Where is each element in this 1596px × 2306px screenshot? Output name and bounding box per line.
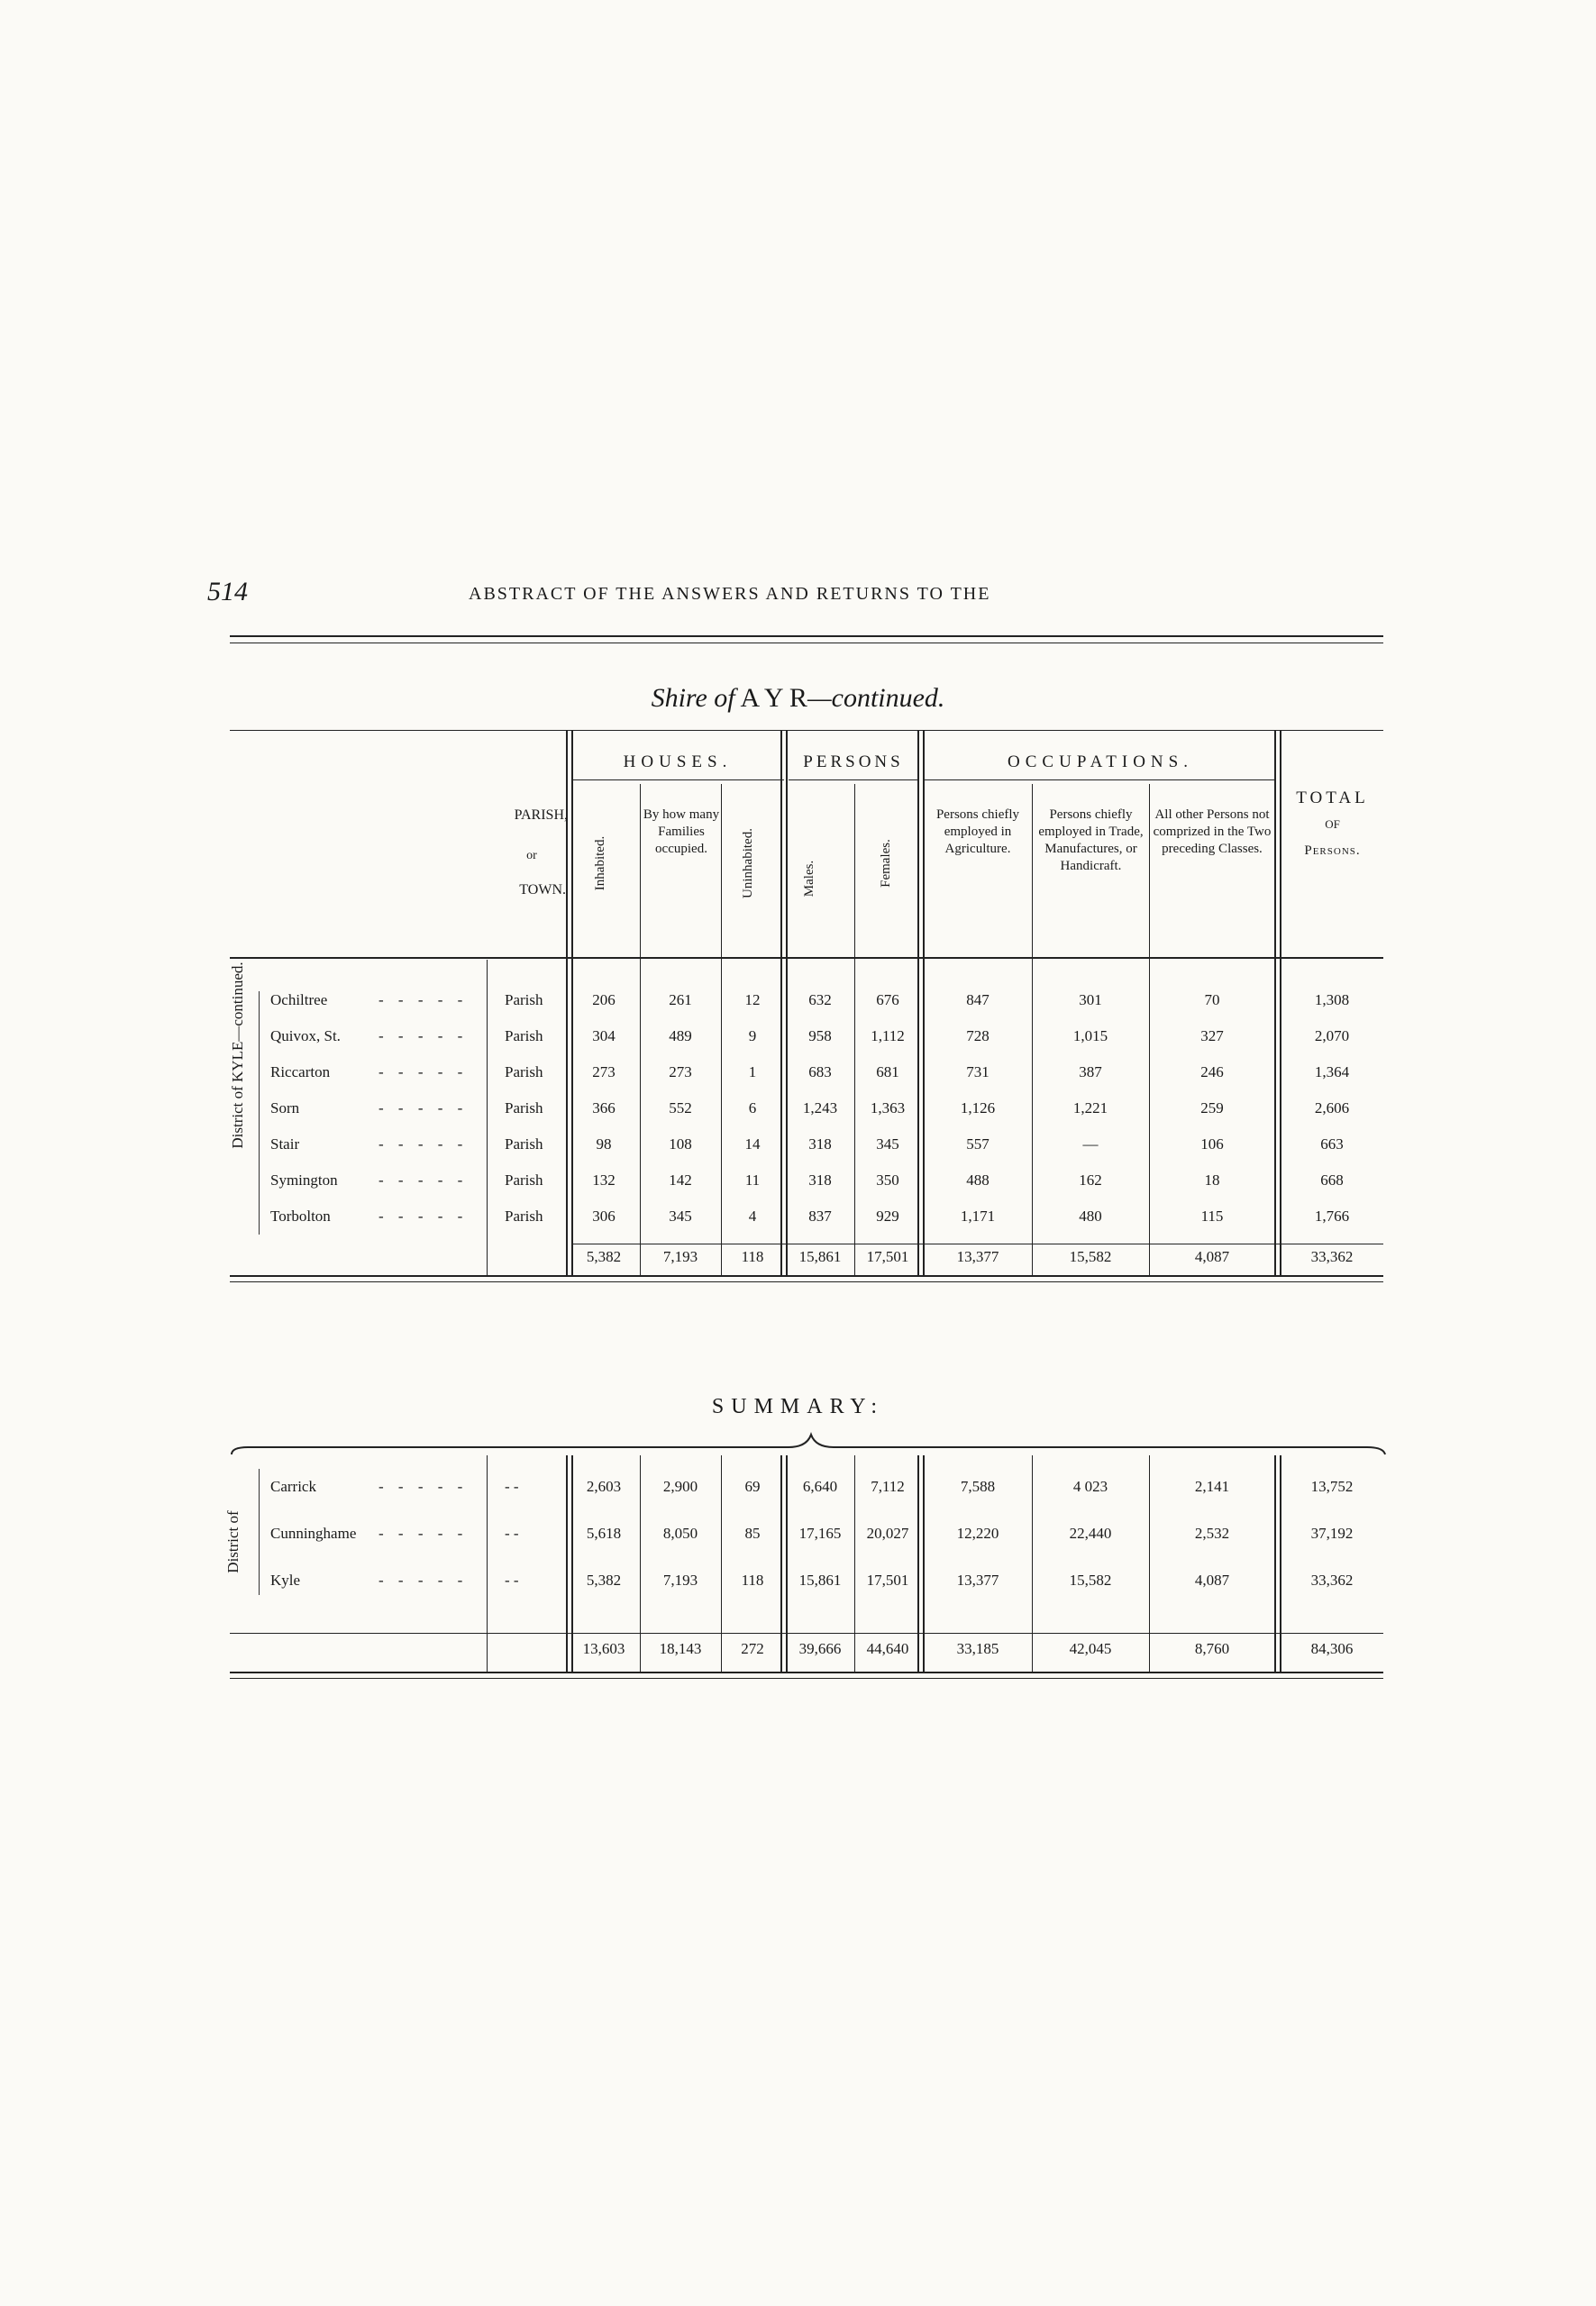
cell-trade: 301 xyxy=(1079,991,1102,1008)
cell-families: 261 xyxy=(669,991,692,1008)
summary-totals-rule xyxy=(230,1633,1383,1634)
leader-dots: - - - - - xyxy=(378,1171,469,1189)
cell-uninhabited: 118 xyxy=(741,1572,764,1589)
col-line xyxy=(1149,1455,1150,1672)
leader-dots: - - - - - xyxy=(378,1027,469,1044)
cell-females: 345 xyxy=(876,1135,899,1153)
col-line xyxy=(487,1455,488,1672)
cell-trade: 387 xyxy=(1079,1063,1102,1080)
row-type: - - xyxy=(505,1478,519,1495)
row-name: Symington xyxy=(270,1171,338,1189)
cell-females: 350 xyxy=(876,1171,899,1189)
cell-total: 37,192 xyxy=(1310,1525,1354,1542)
cell-total: 13,752 xyxy=(1310,1478,1354,1495)
cell-males: 1,243 xyxy=(802,1099,838,1117)
cell-males: 837 xyxy=(808,1208,832,1225)
cell-males: 15,861 xyxy=(798,1572,842,1589)
cell-other: 246 xyxy=(1200,1063,1224,1080)
leader-dots: - - - - - xyxy=(378,1478,469,1495)
summary-district-brace xyxy=(259,1469,260,1595)
row-type: Parish xyxy=(505,1099,543,1117)
cell-other: 18 xyxy=(1204,1171,1220,1189)
cell-agriculture: 731 xyxy=(966,1063,990,1080)
total-families: 18,143 xyxy=(659,1640,702,1657)
cell-uninhabited: 85 xyxy=(744,1525,761,1542)
row-name: Sorn xyxy=(270,1099,300,1117)
row-name: Cunninghame xyxy=(270,1525,357,1542)
col-line xyxy=(1032,784,1033,1275)
title-name: A Y R xyxy=(740,683,807,713)
other-header: All other Persons not comprized in the Two preceding Classes. xyxy=(1153,807,1272,856)
cell-other: 2,141 xyxy=(1194,1478,1230,1495)
uninhabited-header: Uninhabited. xyxy=(741,828,755,898)
col-line xyxy=(1149,784,1150,1275)
total-inhabited: 5,382 xyxy=(586,1248,622,1265)
cell-families: 8,050 xyxy=(662,1525,698,1542)
cell-total: 668 xyxy=(1320,1171,1344,1189)
cell-uninhabited: 6 xyxy=(748,1099,757,1117)
cell-females: 1,112 xyxy=(871,1027,905,1044)
leader-dots: - - - - - xyxy=(378,1525,469,1542)
cell-trade: 22,440 xyxy=(1069,1525,1112,1542)
cell-families: 2,900 xyxy=(662,1478,698,1495)
row-type: Parish xyxy=(505,1208,543,1225)
town-header: TOWN. xyxy=(519,882,566,898)
cell-trade: 15,582 xyxy=(1069,1572,1112,1589)
summary-district-label: District of xyxy=(224,1510,242,1573)
col-line xyxy=(487,960,488,1275)
trade-header: Persons chiefly employed in Trade, Manufactures, or Handicraft. xyxy=(1038,807,1144,873)
cell-total: 1,766 xyxy=(1314,1208,1350,1225)
row-name: Riccarton xyxy=(270,1063,331,1080)
cell-agriculture: 488 xyxy=(966,1171,990,1189)
cell-agriculture: 1,126 xyxy=(960,1099,996,1117)
cell-other: 106 xyxy=(1200,1135,1224,1153)
title-of: of xyxy=(714,683,735,713)
persons-header: PERSONS xyxy=(803,752,904,771)
cell-agriculture: 1,171 xyxy=(960,1208,996,1225)
cell-females: 1,363 xyxy=(870,1099,906,1117)
table-title xyxy=(0,683,1596,714)
district-brace xyxy=(259,991,260,1235)
cell-agriculture: 728 xyxy=(966,1027,990,1044)
cell-other: 70 xyxy=(1204,991,1220,1008)
cell-inhabited: 206 xyxy=(592,991,616,1008)
cell-males: 318 xyxy=(808,1171,832,1189)
cell-families: 552 xyxy=(669,1099,692,1117)
males-header: Males. xyxy=(802,860,816,898)
cell-females: 676 xyxy=(876,991,899,1008)
cell-other: 4,087 xyxy=(1194,1572,1230,1589)
total-other: 8,760 xyxy=(1194,1640,1230,1657)
cell-females: 17,501 xyxy=(866,1572,909,1589)
col-line xyxy=(1032,1455,1033,1672)
cell-trade: 1,015 xyxy=(1072,1027,1108,1044)
total-uninhabited: 272 xyxy=(741,1640,764,1657)
cell-total: 1,364 xyxy=(1314,1063,1350,1080)
cell-families: 273 xyxy=(669,1063,692,1080)
cell-total: 2,070 xyxy=(1314,1027,1350,1044)
row-type: - - xyxy=(505,1572,519,1589)
persons-rule xyxy=(789,779,919,780)
cell-trade: 4 023 xyxy=(1072,1478,1108,1495)
cell-families: 108 xyxy=(669,1135,692,1153)
cell-total: 663 xyxy=(1320,1135,1344,1153)
row-type: Parish xyxy=(505,1063,543,1080)
summary-heading: SUMMARY: xyxy=(711,1395,885,1418)
row-type: Parish xyxy=(505,1135,543,1153)
header-bottom-rule xyxy=(230,957,1383,959)
row-name: Torbolton xyxy=(270,1208,331,1225)
cell-families: 7,193 xyxy=(662,1572,698,1589)
or-header: or xyxy=(526,849,537,862)
total-agriculture: 33,185 xyxy=(956,1640,999,1657)
leader-dots: - - - - - xyxy=(378,1572,469,1589)
cell-uninhabited: 69 xyxy=(744,1478,761,1495)
cell-trade: 480 xyxy=(1079,1208,1102,1225)
row-name: Quivox, St. xyxy=(270,1027,341,1044)
cell-females: 681 xyxy=(876,1063,899,1080)
cell-other: 327 xyxy=(1200,1027,1224,1044)
cell-males: 17,165 xyxy=(798,1525,842,1542)
leader-dots: - - - - - xyxy=(378,1099,469,1117)
total-total: 33,362 xyxy=(1310,1248,1354,1265)
leader-dots: - - - - - xyxy=(378,1063,469,1080)
header-rule xyxy=(230,635,1383,637)
page-number: 514 xyxy=(207,577,248,606)
row-name: Stair xyxy=(270,1135,300,1153)
cell-females: 7,112 xyxy=(871,1478,905,1495)
cell-other: 2,532 xyxy=(1194,1525,1230,1542)
table-bottom-rule-thin xyxy=(230,1281,1383,1282)
cell-trade: — xyxy=(1082,1135,1099,1153)
parish-header: PARISH, xyxy=(514,807,568,823)
total-persons: Persons. xyxy=(1304,843,1361,858)
agriculture-header: Persons chiefly employed in Agriculture. xyxy=(935,807,1020,856)
houses-header: HOUSES. xyxy=(623,752,733,771)
cell-uninhabited: 11 xyxy=(744,1171,761,1189)
cell-males: 6,640 xyxy=(802,1478,838,1495)
row-name: Carrick xyxy=(270,1478,316,1495)
leader-dots: - - - - - xyxy=(378,1135,469,1153)
cell-agriculture: 7,588 xyxy=(960,1478,996,1495)
total-uninhabited: 118 xyxy=(741,1248,764,1265)
row-type: Parish xyxy=(505,1027,543,1044)
row-type: - - xyxy=(505,1525,519,1542)
total-trade: 15,582 xyxy=(1069,1248,1112,1265)
total-trade: 42,045 xyxy=(1069,1640,1112,1657)
cell-males: 958 xyxy=(808,1027,832,1044)
cell-males: 318 xyxy=(808,1135,832,1153)
cell-total: 33,362 xyxy=(1310,1572,1354,1589)
total-inhabited: 13,603 xyxy=(582,1640,625,1657)
cell-inhabited: 5,618 xyxy=(586,1525,622,1542)
table-bottom-rule xyxy=(230,1275,1383,1277)
cell-females: 20,027 xyxy=(866,1525,909,1542)
cell-inhabited: 273 xyxy=(592,1063,616,1080)
cell-inhabited: 2,603 xyxy=(586,1478,622,1495)
row-type: Parish xyxy=(505,1171,543,1189)
cell-inhabited: 304 xyxy=(592,1027,616,1044)
cell-inhabited: 306 xyxy=(592,1208,616,1225)
title-prefix: Shire xyxy=(651,683,707,713)
cell-families: 345 xyxy=(669,1208,692,1225)
cell-other: 259 xyxy=(1200,1099,1224,1117)
row-type: Parish xyxy=(505,991,543,1008)
table-top-rule xyxy=(230,730,1383,731)
cell-other: 115 xyxy=(1200,1208,1224,1225)
title-suffix: —continued. xyxy=(807,683,945,713)
total-females: 17,501 xyxy=(866,1248,909,1265)
row-name: Ochiltree xyxy=(270,991,328,1008)
running-head: ABSTRACT OF THE ANSWERS AND RETURNS TO THE xyxy=(469,584,991,604)
total-families: 7,193 xyxy=(662,1248,698,1265)
cell-families: 489 xyxy=(669,1027,692,1044)
total-agriculture: 13,377 xyxy=(956,1248,999,1265)
cell-inhabited: 5,382 xyxy=(586,1572,622,1589)
cell-agriculture: 557 xyxy=(966,1135,990,1153)
cell-total: 2,606 xyxy=(1314,1099,1350,1117)
cell-males: 632 xyxy=(808,991,832,1008)
district-label: District of KYLE—continued. xyxy=(229,962,246,1149)
cell-agriculture: 13,377 xyxy=(956,1572,999,1589)
total-total: 84,306 xyxy=(1310,1640,1354,1657)
total-males: 15,861 xyxy=(798,1248,842,1265)
total-header: TOTAL xyxy=(1296,788,1369,807)
families-header: By how many Families occupied. xyxy=(643,807,720,856)
leader-dots: - - - - - xyxy=(378,991,469,1008)
total-of: OF xyxy=(1325,817,1340,831)
total-males: 39,666 xyxy=(798,1640,842,1657)
cell-females: 929 xyxy=(876,1208,899,1225)
occupations-header: OCCUPATIONS. xyxy=(1008,752,1193,771)
col-line xyxy=(1274,730,1276,1275)
summary-brace xyxy=(230,1429,1388,1456)
summary-bottom-rule-thin xyxy=(230,1678,1383,1679)
cell-trade: 162 xyxy=(1079,1171,1102,1189)
cell-inhabited: 132 xyxy=(592,1171,616,1189)
cell-total: 1,308 xyxy=(1314,991,1350,1008)
cell-families: 142 xyxy=(669,1171,692,1189)
cell-uninhabited: 1 xyxy=(748,1063,757,1080)
cell-uninhabited: 12 xyxy=(744,991,761,1008)
cell-males: 683 xyxy=(808,1063,832,1080)
females-header: Females. xyxy=(879,839,893,888)
occupations-rule xyxy=(924,779,1275,780)
inhabited-header: Inhabited. xyxy=(593,835,607,891)
cell-trade: 1,221 xyxy=(1072,1099,1108,1117)
cell-inhabited: 98 xyxy=(596,1135,612,1153)
total-females: 44,640 xyxy=(866,1640,909,1657)
row-name: Kyle xyxy=(270,1572,301,1589)
leader-dots: - - - - - xyxy=(378,1208,469,1225)
cell-uninhabited: 9 xyxy=(748,1027,757,1044)
cell-inhabited: 366 xyxy=(592,1099,616,1117)
summary-bottom-rule xyxy=(230,1672,1383,1673)
col-line xyxy=(1274,1455,1276,1672)
total-other: 4,087 xyxy=(1194,1248,1230,1265)
cell-agriculture: 847 xyxy=(966,991,990,1008)
cell-uninhabited: 14 xyxy=(744,1135,761,1153)
cell-agriculture: 12,220 xyxy=(956,1525,999,1542)
houses-rule xyxy=(572,779,784,780)
cell-uninhabited: 4 xyxy=(748,1208,757,1225)
